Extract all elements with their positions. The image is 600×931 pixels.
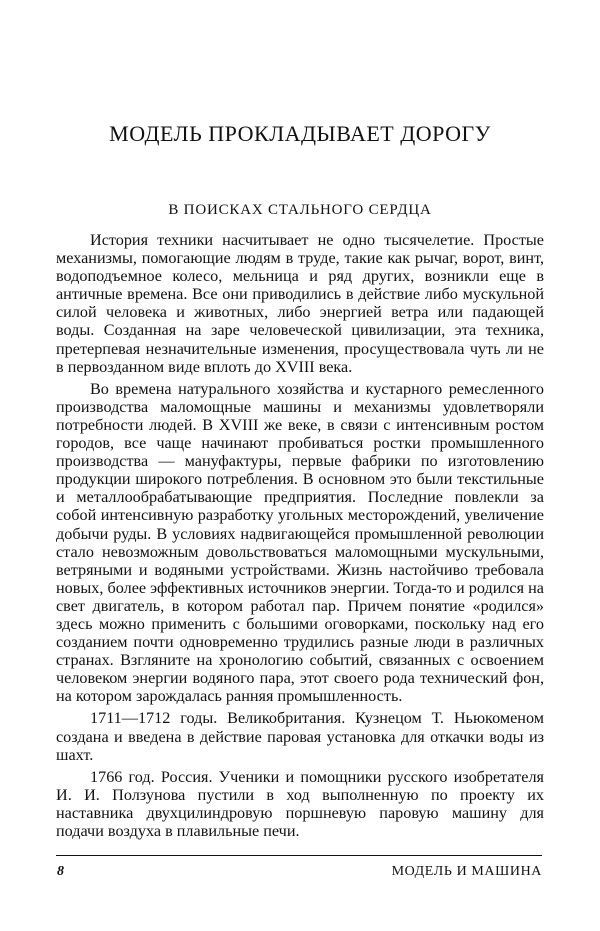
- chapter-title: МОДЕЛЬ ПРОКЛАДЫВАЕТ ДОРОГУ: [109, 121, 491, 146]
- paragraph-newcomen-1711: 1711—1712 годы. Великобритания. Кузнецом Т. Ньюкоменом создана и введена в действие паровая установка для откачки воды из шахт.: [56, 709, 544, 764]
- paragraph-industrial-revolution: Во времена натурального хозяйства и кустарного ремесленного производства маломощные машины и механизмы удовлетворяли потребности людей. В XVIII же веке, в связи с интенсивным ростом городов, все чаще начинают пробиваться ростки промышленного производства — мануфактуры, первые фабрики по изготовлению продукции широкого потребления. В основном это были текстильные и металлообрабатывающие предприятия. Последние повлекли за собой интенсивную разработку угольных месторождений, увеличение добычи руды. В условиях надвигающейся промышленной революции стало невозможным довольствоваться маломощными мускульными, ветряными и водяными устройствами. Жизнь настойчиво требовала новых, более эффективных источников энергии. Тогда-то и родился на свет двигатель, в котором работал пар. Причем понятие «родился» здесь можно применить с большими оговорками, поскольку над его созданием почти одновременно трудились разные люди в различных странах. Взгляните на хронологию событий, связанных с освоением человеком энергии водяного пара, этот своего рода технический фон, на котором зарождалась ранняя промышленность.: [56, 379, 544, 706]
- page-number: 8: [57, 864, 64, 879]
- body-text: [56, 231, 544, 844]
- paragraph-history-of-technology: История техники насчитывает не одно тысячелетие. Простые механизмы, помогающие людям в труде, такие как рычаг, ворот, винт, водоподъемное колесо, мельница и ряд других, возникли еще в античные времена. Все они приводились в действие либо мускульной силой человека и животных, либо энергией ветра или падающей воды. Созданная на заре человеческой цивилизации, эта техника, претерпевая незначительные изменения, просуществовала чуть ли не в первозданном виде вплоть до XVIII века.: [56, 231, 544, 376]
- section-title: В ПОИСКАХ СТАЛЬНОГО СЕРДЦА: [168, 202, 432, 218]
- paragraph-polzunov-1766: 1766 год. Россия. Ученики и помощники русского изобретателя И. И. Ползунова пустили в ход выполненную по проекту их наставника двухцилиндровую поршневую паровую машину для подачи воздуха в плавильные печи.: [56, 767, 544, 840]
- running-title: МОДЕЛЬ И МАШИНА: [391, 864, 542, 879]
- footer-rule: [56, 855, 542, 856]
